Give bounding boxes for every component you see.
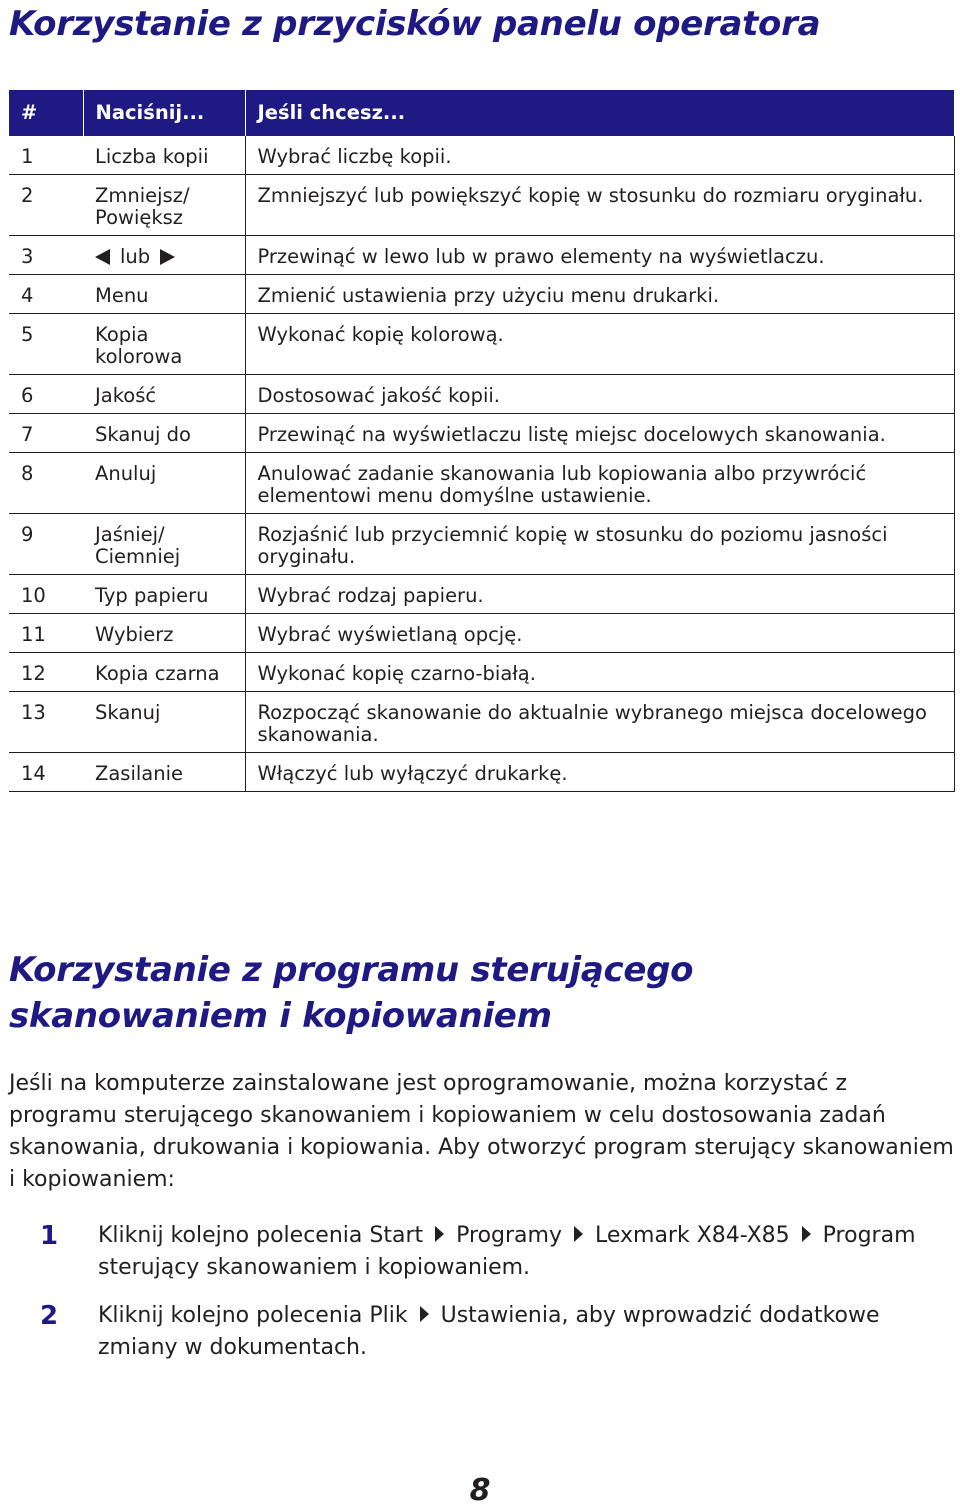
row-number: 10 xyxy=(9,575,83,614)
table-row xyxy=(9,753,954,792)
step-prefix: Kliknij kolejno polecenia xyxy=(98,1223,363,1248)
row-number: 2 xyxy=(9,175,83,236)
row-number: 12 xyxy=(9,653,83,692)
menu-path-item: Start xyxy=(369,1223,424,1248)
table-row xyxy=(9,375,954,414)
step-number: 2 xyxy=(40,1301,59,1331)
table-row xyxy=(9,175,954,236)
table-row xyxy=(9,575,954,614)
button-action: Zmienić ustawienia przy użyciu menu drukarki. xyxy=(245,275,954,314)
row-number: 4 xyxy=(9,275,83,314)
button-name: Typ papieru xyxy=(83,575,245,614)
table-row xyxy=(9,414,954,453)
row-number: 5 xyxy=(9,314,83,375)
button-name: Skanuj do xyxy=(83,414,245,453)
button-name: Menu xyxy=(83,275,245,314)
step-number: 1 xyxy=(40,1221,59,1251)
button-name: Liczba kopii xyxy=(83,136,245,175)
row-number: 7 xyxy=(9,414,83,453)
button-name: Wybierz xyxy=(83,614,245,653)
operator-panel-table xyxy=(9,90,955,792)
steps-list xyxy=(0,1220,960,1380)
button-name: Skanuj xyxy=(83,692,245,753)
button-action: Wybrać rodzaj papieru. xyxy=(245,575,954,614)
table-header-row xyxy=(9,90,954,136)
button-action: Anulować zadanie skanowania lub kopiowania albo przywrócić elementowi menu domyślne ustawienie. xyxy=(245,453,954,514)
menu-path-item: Plik xyxy=(369,1303,408,1328)
table-row xyxy=(9,692,954,753)
page-title: Korzystanie z przycisków panelu operatora xyxy=(9,4,821,44)
button-action: Wykonać kopię czarno-białą. xyxy=(245,653,954,692)
table-row xyxy=(9,275,954,314)
table-row xyxy=(9,236,954,275)
row-number: 14 xyxy=(9,753,83,792)
table-row xyxy=(9,314,954,375)
row-number: 13 xyxy=(9,692,83,753)
page-number: 8 xyxy=(469,1473,491,1508)
table-row xyxy=(9,453,954,514)
table-row xyxy=(9,514,954,575)
row-number: 8 xyxy=(9,453,83,514)
button-action: Przewinąć w lewo lub w prawo elementy na wyświetlaczu. xyxy=(245,236,954,275)
button-name: Jaśniej/ Ciemniej xyxy=(83,514,245,575)
column-header-number: # xyxy=(9,90,83,136)
button-action: Rozpocząć skanowanie do aktualnie wybranego miejsca docelowego skanowania. xyxy=(245,692,954,753)
column-header-press: Naciśnij... xyxy=(83,90,245,136)
menu-path-item: Programy xyxy=(456,1223,562,1248)
intro-paragraph: Jeśli na komputerze zainstalowane jest oprogramowanie, można korzystać z programu sterującego skanowaniem i kopiowaniem w celu dostosowania zadań skanowania, drukowania i kopiowania. Aby otworzyć program sterujący skanowaniem i kopiowaniem: xyxy=(9,1071,954,1192)
button-action: Wybrać liczbę kopii. xyxy=(245,136,954,175)
row-number: 3 xyxy=(9,236,83,275)
button-action: Włączyć lub wyłączyć drukarkę. xyxy=(245,753,954,792)
button-name: Kopia czarna xyxy=(83,653,245,692)
menu-path-item: Program sterujący skanowaniem i kopiowaniem. xyxy=(98,1223,916,1280)
path-arrow-icon xyxy=(802,1226,811,1242)
button-action: Wybrać wyświetlaną opcję. xyxy=(245,614,954,653)
button-name: Jakość xyxy=(83,375,245,414)
path-arrow-icon xyxy=(574,1226,583,1242)
table-row xyxy=(9,653,954,692)
row-number: 9 xyxy=(9,514,83,575)
step-prefix: Kliknij kolejno polecenia xyxy=(98,1303,363,1328)
button-name: Zasilanie xyxy=(83,753,245,792)
row-number: 11 xyxy=(9,614,83,653)
row-number: 1 xyxy=(9,136,83,175)
button-name xyxy=(83,236,245,275)
button-name: Zmniejsz/ Powiększ xyxy=(83,175,245,236)
menu-path-item: Lexmark X84-X85 xyxy=(594,1223,790,1248)
table-row xyxy=(9,614,954,653)
button-name: Anuluj xyxy=(83,453,245,514)
button-action: Zmniejszyć lub powiększyć kopię w stosunku do rozmiaru oryginału. xyxy=(245,175,954,236)
step-item xyxy=(0,1300,960,1364)
section-title: Korzystanie z programu sterującego skanowaniem i kopiowaniem xyxy=(9,950,694,1036)
step-item xyxy=(0,1220,960,1284)
table-row xyxy=(9,136,954,175)
button-action: Dostosować jakość kopii. xyxy=(245,375,954,414)
button-action: Wykonać kopię kolorową. xyxy=(245,314,954,375)
right-arrow-icon xyxy=(160,249,175,265)
button-action: Przewinąć na wyświetlaczu listę miejsc docelowych skanowania. xyxy=(245,414,954,453)
column-header-action: Jeśli chcesz... xyxy=(245,90,954,136)
path-arrow-icon xyxy=(420,1306,429,1322)
button-action: Rozjaśnić lub przyciemnić kopię w stosunku do poziomu jasności oryginału. xyxy=(245,514,954,575)
button-name-text: lub xyxy=(120,245,151,268)
button-name: Kopia kolorowa xyxy=(83,314,245,375)
path-arrow-icon xyxy=(435,1226,444,1242)
row-number: 6 xyxy=(9,375,83,414)
left-arrow-icon xyxy=(95,249,110,265)
menu-path-item: Ustawienia, aby wprowadzić dodatkowe zmiany w dokumentach. xyxy=(98,1303,880,1360)
